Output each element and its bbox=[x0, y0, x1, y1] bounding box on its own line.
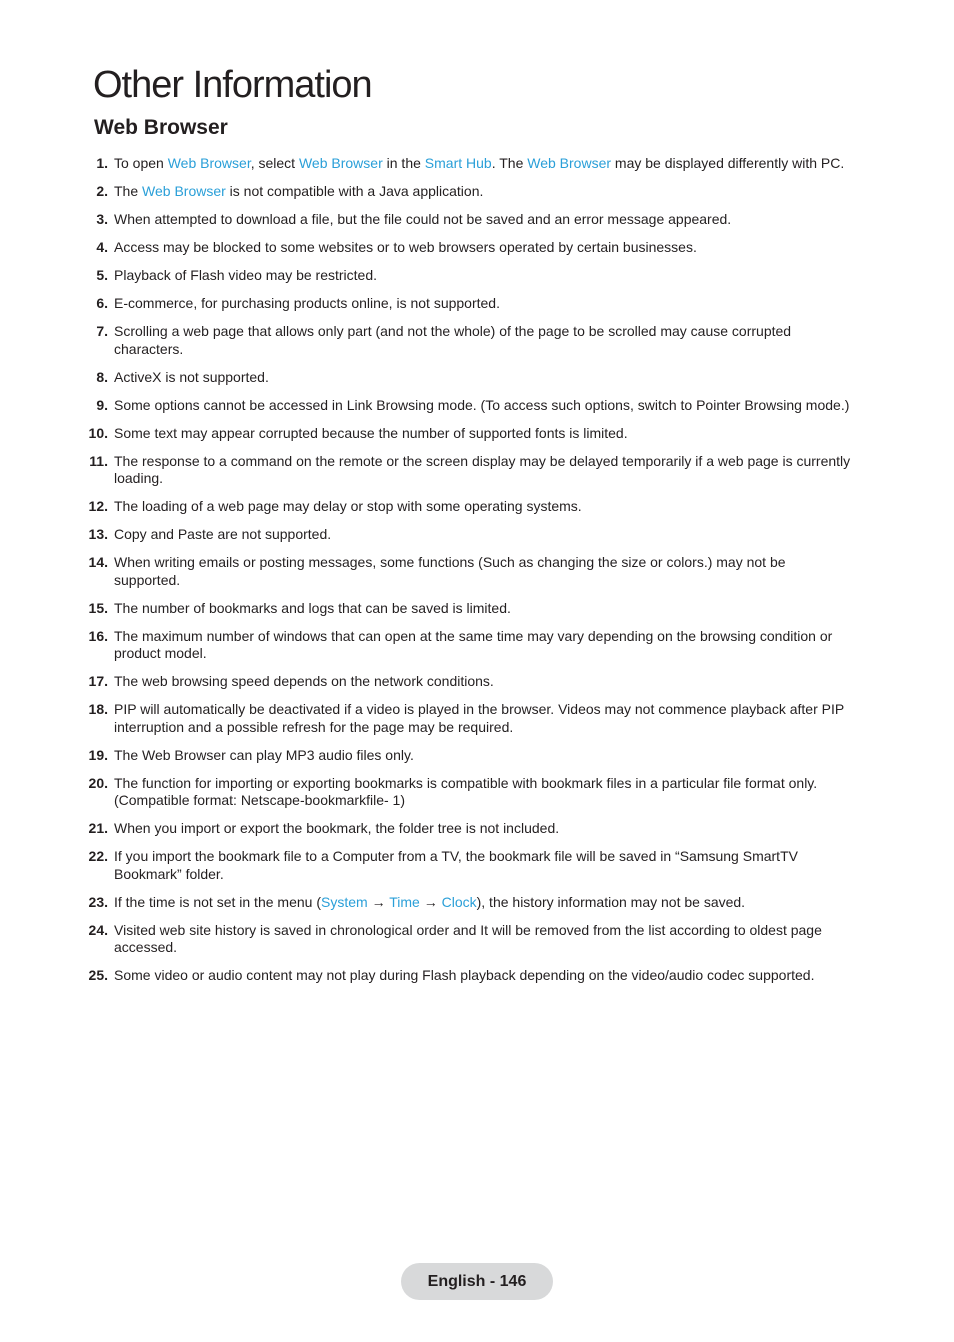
text-segment: E-commerce, for purchasing products online, is not supported. bbox=[114, 295, 500, 311]
list-item-number: 9. bbox=[96, 396, 108, 413]
list-item-text bbox=[114, 295, 852, 313]
text-segment: Some text may appear corrupted because the number of supported fonts is limited. bbox=[114, 424, 628, 441]
list-item bbox=[82, 554, 852, 589]
text-segment: is not compatible with a Java application. bbox=[225, 183, 484, 199]
list-item bbox=[82, 267, 852, 285]
text-segment: Visited web site history is saved in chronological order and It will be removed from the list according to oldest page accessed. bbox=[114, 921, 822, 955]
list-item-text bbox=[114, 526, 852, 544]
list-item bbox=[82, 600, 852, 618]
list-item-number: 12. bbox=[88, 498, 108, 514]
list-item-number: 4. bbox=[96, 239, 108, 255]
list-item-text bbox=[114, 453, 852, 488]
list-item-text bbox=[114, 701, 852, 736]
menu-term-link: Clock bbox=[441, 893, 477, 910]
list-item-text bbox=[114, 628, 852, 663]
list-item-number: 18. bbox=[88, 701, 108, 717]
text-segment: If the time is not set in the menu ( bbox=[114, 893, 321, 910]
list-item-text bbox=[114, 323, 852, 358]
list-item-number: 13. bbox=[88, 526, 108, 542]
list-item-text bbox=[114, 369, 852, 387]
text-segment: Scrolling a web page that allows only part (and not the whole) of the page to be scrolled may cause corrupted characters. bbox=[114, 323, 792, 357]
list-item bbox=[82, 967, 852, 985]
text-segment: The Web Browser can play MP3 audio files only. bbox=[114, 746, 414, 763]
notes-list bbox=[82, 155, 852, 995]
text-segment: may be displayed differently with PC. bbox=[611, 155, 845, 171]
text-segment: ), the history information may not be saved. bbox=[476, 893, 746, 910]
list-item-text bbox=[114, 498, 852, 516]
list-item-number: 1. bbox=[96, 155, 108, 171]
list-item bbox=[82, 775, 852, 810]
text-segment: To open bbox=[114, 155, 168, 171]
list-item bbox=[82, 295, 852, 313]
list-item-number: 24. bbox=[88, 921, 108, 938]
text-segment: The maximum number of windows that can open at the same time may vary depending on the browsing condition or product model. bbox=[114, 627, 833, 661]
list-item bbox=[82, 526, 852, 544]
list-item bbox=[82, 397, 852, 415]
list-item-number: 3. bbox=[96, 211, 108, 227]
list-item bbox=[82, 498, 852, 516]
list-item-number: 19. bbox=[88, 746, 108, 763]
list-item-text bbox=[114, 239, 852, 257]
list-item-text bbox=[114, 425, 852, 443]
list-item-number: 25. bbox=[88, 967, 108, 983]
page-title: Other Information bbox=[93, 64, 372, 106]
list-item-number: 2. bbox=[96, 183, 108, 199]
text-segment: Access may be blocked to some websites or to web browsers operated by certain businesses. bbox=[114, 239, 697, 255]
list-item-number: 22. bbox=[88, 848, 108, 864]
text-segment: → bbox=[419, 893, 442, 910]
text-segment: When writing emails or posting messages, some functions (Such as changing the size or colors.) may not be supported. bbox=[114, 554, 786, 588]
menu-term-link: Web Browser bbox=[142, 183, 226, 199]
list-item-number: 10. bbox=[88, 424, 108, 441]
list-item bbox=[82, 922, 852, 957]
list-item bbox=[82, 211, 852, 229]
list-item-text bbox=[114, 848, 852, 883]
list-item bbox=[82, 747, 852, 765]
list-item-text bbox=[114, 554, 852, 589]
list-item-text bbox=[114, 397, 852, 415]
list-item-number: 21. bbox=[88, 820, 108, 836]
list-item-number: 8. bbox=[96, 368, 108, 385]
list-item-number: 7. bbox=[96, 323, 108, 339]
list-item-number: 17. bbox=[88, 673, 108, 689]
text-segment: The bbox=[114, 183, 143, 199]
list-item-text bbox=[114, 967, 852, 985]
list-item bbox=[82, 155, 852, 173]
list-item bbox=[82, 425, 852, 443]
text-segment: The loading of a web page may delay or stop with some operating systems. bbox=[114, 498, 582, 514]
list-item-text bbox=[114, 211, 852, 229]
text-segment: If you import the bookmark file to a Computer from a TV, the bookmark file will be saved in “Samsung SmartTV Bookmark” folder. bbox=[114, 848, 798, 882]
section-title: Web Browser bbox=[94, 116, 228, 139]
list-item bbox=[82, 848, 852, 883]
text-segment: . The bbox=[491, 155, 528, 171]
list-item-number: 23. bbox=[88, 893, 108, 910]
list-item bbox=[82, 369, 852, 387]
text-segment: When you import or export the bookmark, the folder tree is not included. bbox=[114, 820, 560, 836]
list-item-number: 11. bbox=[89, 452, 108, 469]
page-number-label: English - 146 bbox=[427, 1272, 527, 1290]
list-item-number: 5. bbox=[96, 267, 108, 283]
list-item bbox=[82, 894, 852, 912]
menu-term-link: System bbox=[321, 893, 368, 910]
menu-term-link: Web Browser bbox=[527, 155, 612, 171]
text-segment: , select bbox=[250, 155, 299, 171]
text-segment: in the bbox=[382, 155, 425, 171]
text-segment: The response to a command on the remote or the screen display may be delayed temporarily if a web page is currently loading. bbox=[114, 452, 851, 486]
list-item bbox=[82, 323, 852, 358]
text-segment: The function for importing or exporting bookmarks is compatible with bookmark files in a particular file format only. (Compatible format: Netscape-bookmarkfile- 1) bbox=[114, 774, 818, 808]
list-item bbox=[82, 820, 852, 838]
menu-term-link: Smart Hub bbox=[424, 155, 492, 171]
text-segment: Some options cannot be accessed in Link Browsing mode. (To access such options, switch to Pointer Browsing mode.) bbox=[114, 396, 850, 413]
list-item-text bbox=[114, 673, 852, 691]
list-item-number: 16. bbox=[88, 627, 108, 644]
list-item bbox=[82, 673, 852, 691]
menu-term-link: Time bbox=[389, 893, 420, 910]
list-item bbox=[82, 183, 852, 201]
list-item-text bbox=[114, 747, 852, 765]
list-item-number: 6. bbox=[96, 295, 108, 311]
list-item bbox=[82, 239, 852, 257]
text-segment: When attempted to download a file, but the file could not be saved and an error message appeared. bbox=[114, 211, 732, 227]
text-segment: The number of bookmarks and logs that can be saved is limited. bbox=[114, 599, 511, 616]
menu-term-link: Web Browser bbox=[298, 155, 383, 171]
list-item bbox=[82, 453, 852, 488]
text-segment: → bbox=[367, 893, 390, 910]
list-item-text bbox=[114, 922, 852, 957]
list-item-text bbox=[114, 894, 852, 912]
text-segment: Some video or audio content may not play during Flash playback depending on the video/audio codec supported. bbox=[114, 967, 815, 983]
page-number-badge bbox=[401, 1263, 553, 1300]
list-item-text bbox=[114, 775, 852, 810]
list-item-text bbox=[114, 820, 852, 838]
list-item-text bbox=[114, 600, 852, 618]
text-segment: PIP will automatically be deactivated if a video is played in the browser. Videos may not commence playback after PIP interruption and a possible refresh for the page may be required. bbox=[114, 701, 844, 735]
text-segment: Copy and Paste are not supported. bbox=[114, 526, 332, 542]
text-segment: The web browsing speed depends on the network conditions. bbox=[114, 673, 494, 689]
list-item-number: 14. bbox=[88, 554, 108, 570]
text-segment: ActiveX is not supported. bbox=[114, 368, 269, 385]
list-item-text bbox=[114, 183, 852, 201]
list-item-text bbox=[114, 155, 852, 173]
list-item-text bbox=[114, 267, 852, 285]
list-item bbox=[82, 628, 852, 663]
list-item-number: 15. bbox=[88, 599, 108, 616]
menu-term-link: Web Browser bbox=[167, 155, 251, 171]
list-item-number: 20. bbox=[88, 774, 108, 791]
list-item bbox=[82, 701, 852, 736]
text-segment: Playback of Flash video may be restricted. bbox=[114, 267, 378, 283]
